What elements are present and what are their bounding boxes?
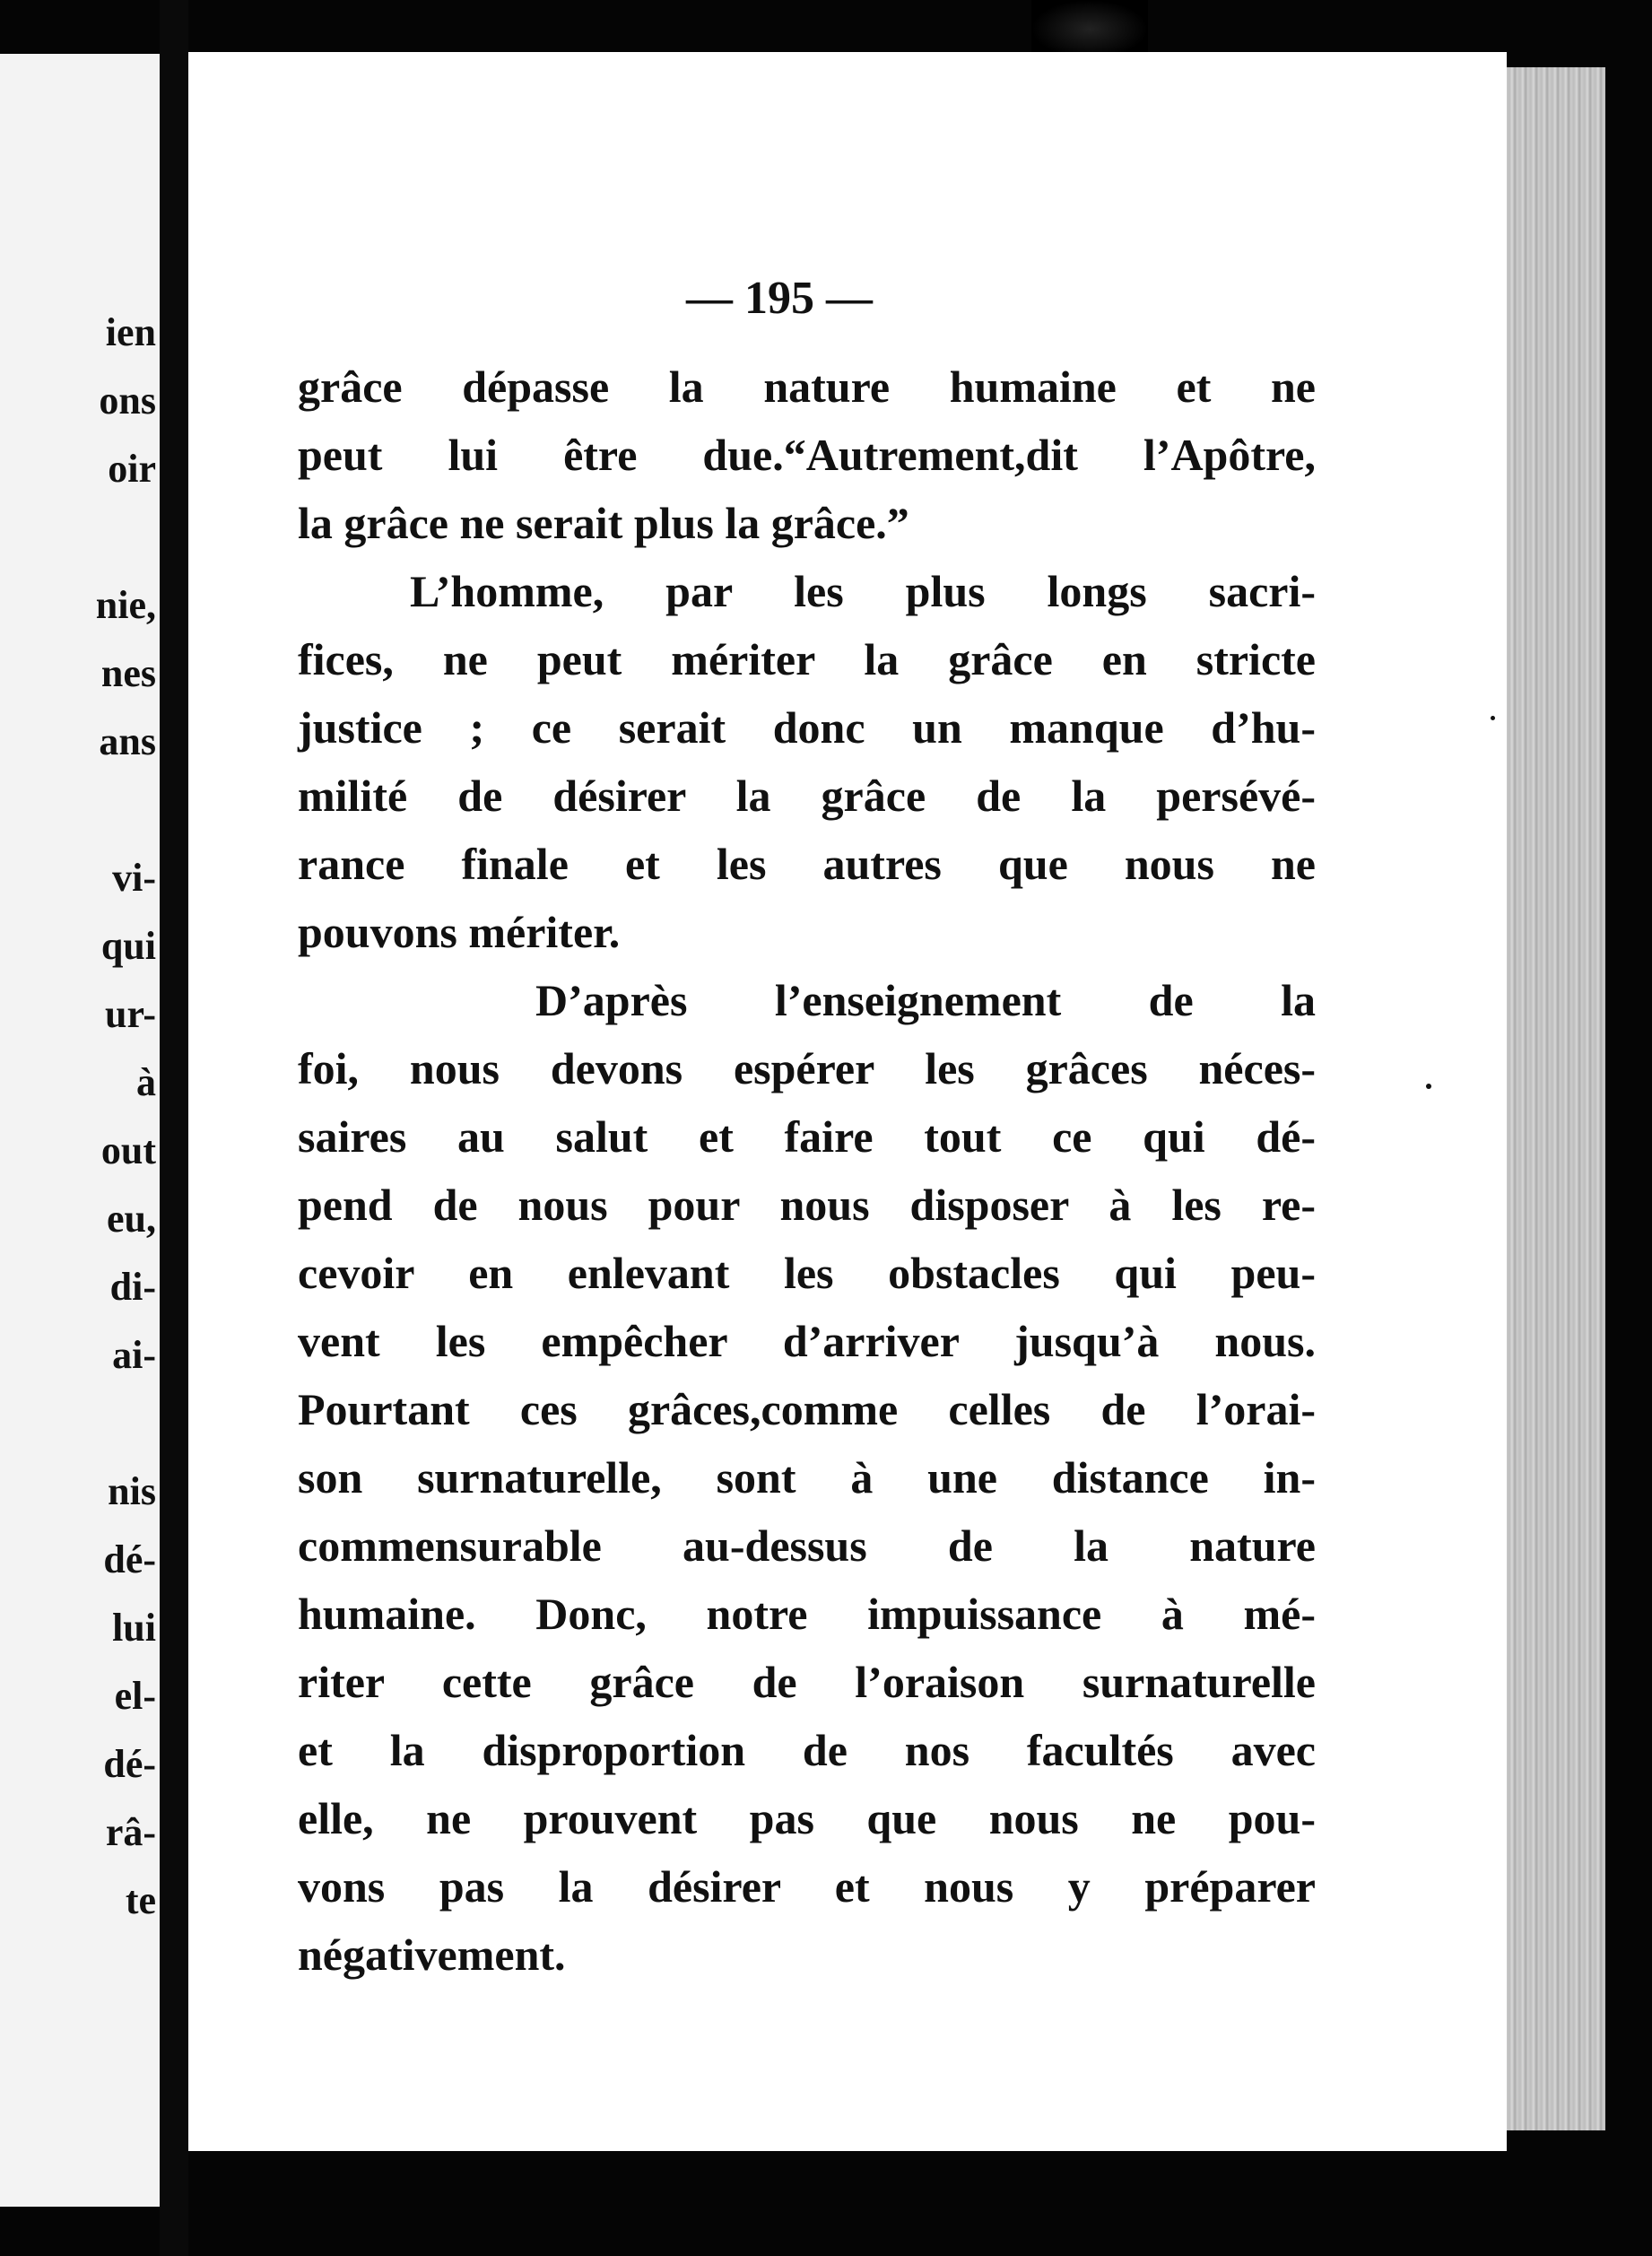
text-line: vons pas la désirer et nous y préparer — [298, 1861, 1316, 1912]
left-page-text-fragment: di- — [109, 1265, 156, 1309]
text-line: pend de nous pour nous disposer à les re- — [298, 1180, 1316, 1230]
left-page-text-fragment: te — [125, 1878, 156, 1922]
left-page-text-fragment: nie, — [95, 583, 156, 627]
text-line: fices, ne peut mériter la grâce en stricte — [298, 634, 1316, 684]
text-line: la grâce ne serait plus la grâce.” — [298, 498, 909, 548]
text-line: L’homme, par les plus longs sacri- — [410, 566, 1316, 616]
text-line: négativement. — [298, 1929, 566, 1980]
text-line: saires au salut et faire tout ce qui dé- — [298, 1111, 1316, 1162]
text-line: foi, nous devons espérer les grâces néces- — [298, 1043, 1316, 1093]
text-line: grâce dépasse la nature humaine et ne — [298, 361, 1316, 412]
text-line: Pourtant ces grâces,comme celles de l’orai- — [298, 1384, 1316, 1434]
left-page-text-fragment: dé- — [103, 1742, 156, 1786]
page-body-text — [298, 353, 1316, 1989]
text-line: elle, ne prouvent pas que nous ne pou- — [298, 1793, 1316, 1843]
left-page-text-fragment: nes — [100, 651, 156, 695]
text-line: riter cette grâce de l’oraison surnaturelle — [298, 1657, 1316, 1707]
text-line: commensurable au-dessus de la nature — [298, 1520, 1316, 1571]
page-number: — 195 — — [686, 273, 873, 324]
right-page — [188, 52, 1507, 2151]
left-page-text-fragment: nis — [108, 1469, 156, 1513]
left-page-text-fragment: râ- — [105, 1810, 156, 1854]
text-line: vent les empêcher d’arriver jusqu’à nous. — [298, 1316, 1316, 1366]
left-page-text-fragment: ien — [105, 310, 156, 354]
text-line: D’après l’enseignement de la — [535, 975, 1316, 1025]
left-page-text-fragment: out — [100, 1128, 156, 1172]
left-page-text-fragment: ons — [99, 379, 156, 422]
left-page-text-fragment: eu, — [107, 1197, 156, 1241]
text-line: pouvons mériter. — [298, 907, 621, 957]
left-page-text-fragment: ans — [99, 719, 156, 763]
text-line: justice ; ce serait donc un manque d’hu- — [298, 702, 1316, 753]
text-line: milité de désirer la grâce de la persévé- — [298, 771, 1316, 821]
book-gutter — [160, 0, 188, 2256]
text-line: et la disproportion de nos facultés avec — [298, 1725, 1316, 1775]
left-page-text-fragment: el- — [114, 1674, 156, 1718]
speck — [1491, 716, 1495, 720]
left-page-text-fragment: ur- — [104, 992, 156, 1036]
text-line: son surnaturelle, sont à une distance in- — [298, 1452, 1316, 1503]
left-page-text-fragment: lui — [112, 1606, 156, 1650]
left-page-text-fragment: à — [136, 1060, 156, 1104]
text-line: rance finale et les autres que nous ne — [298, 839, 1316, 889]
text-line: humaine. Donc, notre impuissance à mé- — [298, 1589, 1316, 1639]
speck — [1426, 1084, 1431, 1089]
left-page-fragment — [0, 54, 160, 2207]
text-line: cevoir en enlevant les obstacles qui peu- — [298, 1248, 1316, 1298]
left-page-text-fragment: vi- — [112, 856, 156, 900]
left-page-text-fragment: oir — [108, 447, 156, 491]
left-page-text-fragment: ai- — [112, 1333, 156, 1377]
text-line: peut lui être due.“Autrement,dit l’Apôtre, — [298, 430, 1316, 480]
page-edges — [1507, 67, 1605, 2130]
left-page-text-fragment: dé- — [103, 1537, 156, 1581]
left-page-text-fragment: qui — [100, 924, 156, 968]
top-smudge — [1031, 0, 1148, 58]
